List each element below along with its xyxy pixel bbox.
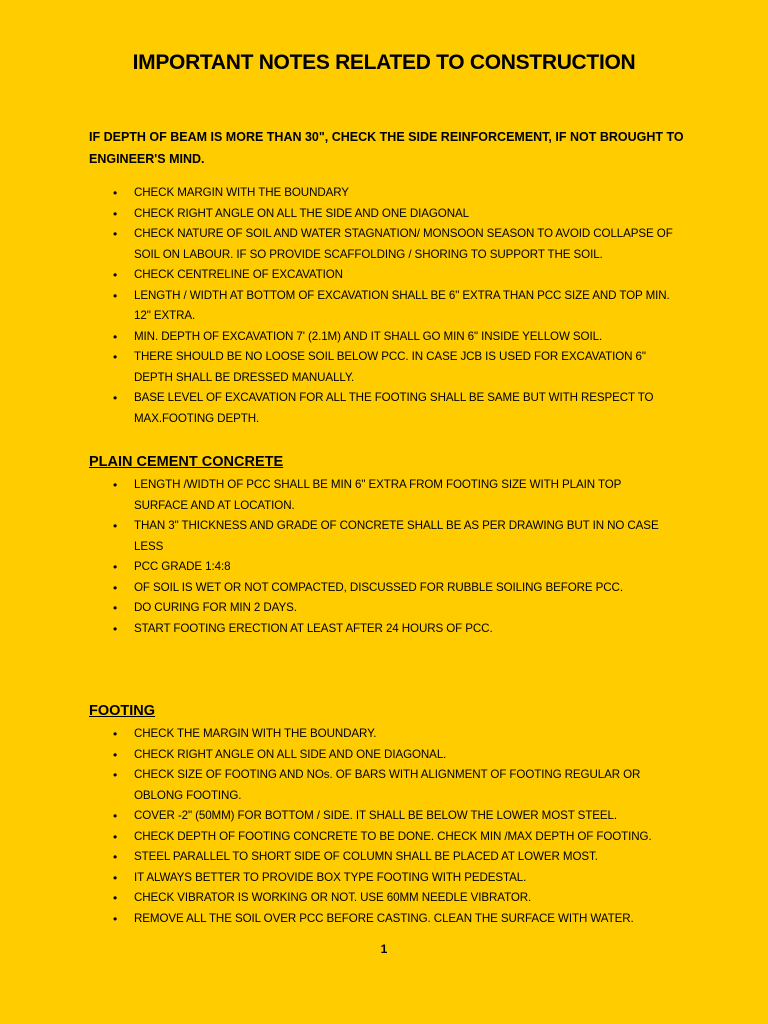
list-item: [0, 888, 768, 909]
bullet-icon: •: [113, 206, 118, 221]
list-item: [0, 224, 768, 265]
bullet-icon: •: [113, 268, 118, 282]
list-item-text: LENGTH /WIDTH OF PCC SHALL BE MIN 6" EXTRA FROM FOOTING SIZE WITH PLAIN TOP SURFACE AND AT LOCATION.: [134, 478, 622, 512]
list-item: [0, 598, 768, 619]
list-item-text: LENGTH / WIDTH AT BOTTOM OF EXCAVATION SHALL BE 6" EXTRA THAN PCC SIZE AND TOP MIN. 12" EXTRA.: [134, 288, 670, 322]
bullet-icon: •: [113, 478, 118, 492]
footing-list: [0, 724, 768, 929]
list-item: [0, 183, 768, 204]
list-item: [0, 806, 768, 827]
list-item-text: CHECK THE MARGIN WITH THE BOUNDARY.: [134, 727, 377, 740]
bullet-icon: •: [113, 911, 118, 926]
bullet-icon: •: [113, 580, 118, 595]
bullet-icon: •: [113, 809, 118, 823]
bullet-icon: •: [113, 829, 118, 844]
list-item-text: STEEL PARALLEL TO SHORT SIDE OF COLUMN SHALL BE PLACED AT LOWER MOST.: [134, 850, 598, 863]
bullet-icon: •: [113, 601, 118, 615]
list-item-text: CHECK VIBRATOR IS WORKING OR NOT. USE 60MM NEEDLE VIBRATOR.: [134, 891, 532, 904]
list-item-text: THAN 3" THICKNESS AND GRADE OF CONCRETE SHALL BE AS PER DRAWING BUT IN NO CASE LESS: [134, 519, 659, 553]
list-item: [0, 868, 768, 889]
pcc-heading: PLAIN CEMENT CONCRETE: [89, 454, 284, 470]
list-item-text: BASE LEVEL OF EXCAVATION FOR ALL THE FOOTING SHALL BE SAME BUT WITH RESPECT TO MAX.FOOTING DEPTH.: [134, 391, 654, 425]
list-item: [0, 745, 768, 766]
bullet-icon: •: [113, 560, 118, 574]
list-item-text: CHECK MARGIN WITH THE BOUNDARY: [134, 186, 349, 199]
excavation-list: [0, 183, 768, 429]
bullet-icon: •: [113, 870, 118, 885]
list-item-text: PCC GRADE 1:4:8: [134, 560, 231, 573]
list-item-text: IT ALWAYS BETTER TO PROVIDE BOX TYPE FOOTING WITH PEDESTAL.: [134, 870, 527, 884]
list-item-text: CHECK NATURE OF SOIL AND WATER STAGNATION/ MONSOON SEASON TO AVOID COLLAPSE OF SOIL ON LABOUR. IF SO PROVIDE SCAFFOLDING / SHORING TO SUPPORT THE SOIL.: [134, 227, 673, 261]
list-item-text: CHECK DEPTH OF FOOTING CONCRETE TO BE DONE. CHECK MIN /MAX DEPTH OF FOOTING.: [134, 829, 652, 843]
bullet-icon: •: [113, 768, 118, 782]
list-item-text: DO CURING FOR MIN 2 DAYS.: [134, 601, 297, 614]
list-item: [0, 516, 768, 557]
list-item: [0, 619, 768, 640]
list-item-text: COVER -2" (50MM) FOR BOTTOM / SIDE. IT SHALL BE BELOW THE LOWER MOST STEEL.: [134, 809, 617, 822]
bullet-icon: •: [113, 329, 118, 344]
list-item-text: MIN. DEPTH OF EXCAVATION 7' (2.1M) AND IT SHALL GO MIN 6" INSIDE YELLOW SOIL.: [134, 329, 603, 343]
list-item: [0, 724, 768, 745]
footing-heading: FOOTING: [89, 703, 156, 719]
bullet-icon: •: [113, 350, 118, 364]
list-item-text: THERE SHOULD BE NO LOOSE SOIL BELOW PCC. IN CASE JCB IS USED FOR EXCAVATION 6" DEPTH SHALL BE DRESSED MANUALLY.: [134, 350, 646, 384]
list-item: [0, 909, 768, 930]
list-item: [0, 475, 768, 516]
list-item: [0, 388, 768, 429]
intro-note: IF DEPTH OF BEAM IS MORE THAN 30", CHECK THE SIDE REINFORCEMENT, IF NOT BROUGHT TO ENGINEER'S MIND.: [89, 130, 684, 166]
list-item: [0, 327, 768, 348]
list-item-text: REMOVE ALL THE SOIL OVER PCC BEFORE CASTING. CLEAN THE SURFACE WITH WATER.: [134, 911, 634, 925]
list-item: [0, 347, 768, 388]
page-title: IMPORTANT NOTES RELATED TO CONSTRUCTION: [132, 51, 636, 74]
list-item: [0, 265, 768, 286]
bullet-icon: •: [113, 891, 118, 905]
bullet-icon: •: [113, 227, 118, 241]
list-item-text: CHECK RIGHT ANGLE ON ALL THE SIDE AND ONE DIAGONAL: [134, 206, 469, 220]
bullet-icon: •: [113, 186, 118, 200]
list-item: [0, 578, 768, 599]
page-number: 1: [380, 942, 388, 956]
list-item: [0, 286, 768, 327]
bullet-icon: •: [113, 727, 118, 741]
bullet-icon: •: [113, 850, 118, 864]
pcc-list: [0, 475, 768, 639]
list-item: [0, 827, 768, 848]
list-item-text: CHECK SIZE OF FOOTING AND NOs. OF BARS WITH ALIGNMENT OF FOOTING REGULAR OR OBLONG FOOTING.: [134, 768, 641, 802]
list-item: [0, 557, 768, 578]
list-item: [0, 765, 768, 806]
list-item-text: OF SOIL IS WET OR NOT COMPACTED, DISCUSSED FOR RUBBLE SOILING BEFORE PCC.: [134, 580, 623, 594]
bullet-icon: •: [113, 747, 118, 762]
list-item: [0, 847, 768, 868]
bullet-icon: •: [113, 391, 118, 405]
bullet-icon: •: [113, 519, 118, 533]
list-item-text: CHECK RIGHT ANGLE ON ALL SIDE AND ONE DIAGONAL.: [134, 747, 447, 761]
list-item-text: CHECK CENTRELINE OF EXCAVATION: [134, 268, 343, 281]
list-item: [0, 204, 768, 225]
list-item-text: START FOOTING ERECTION AT LEAST AFTER 24 HOURS OF PCC.: [134, 621, 493, 635]
bullet-icon: •: [113, 288, 118, 303]
bullet-icon: •: [113, 621, 118, 636]
